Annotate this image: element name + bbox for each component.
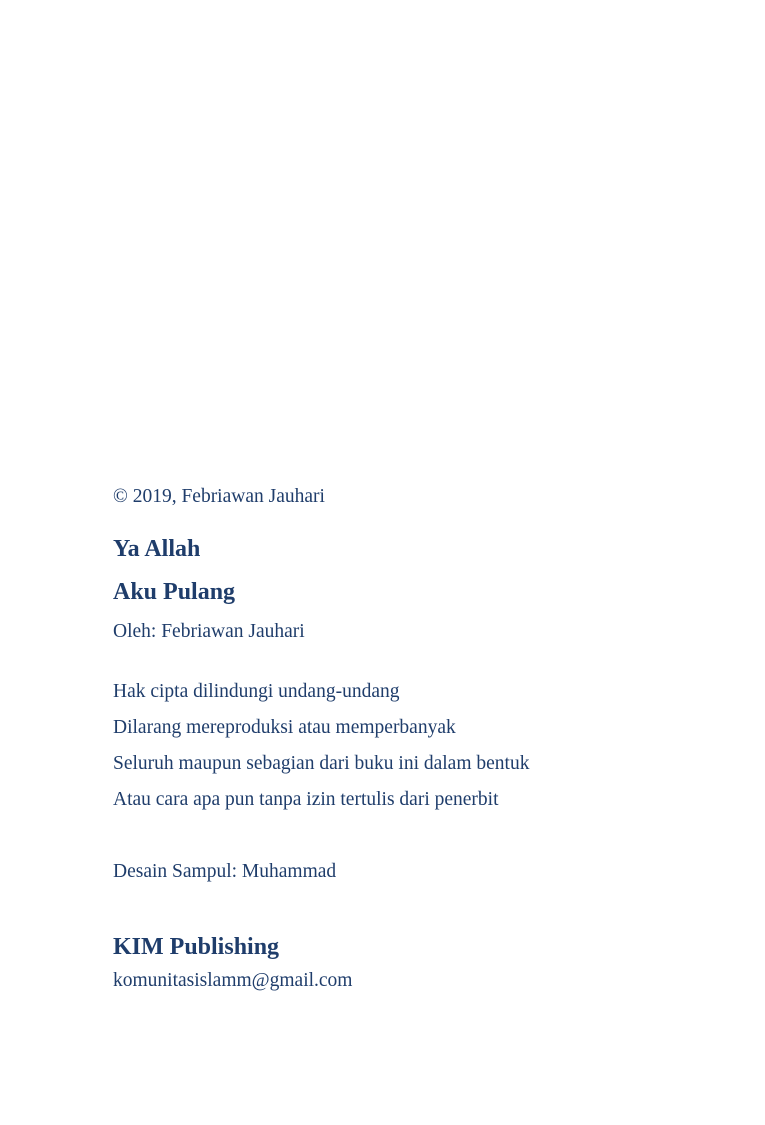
book-title-line-2: Aku Pulang <box>113 579 236 605</box>
rights-line: Atau cara apa pun tanpa izin tertulis dari penerbit <box>113 789 499 810</box>
rights-line: Hak cipta dilindungi undang-undang <box>113 681 400 702</box>
author-line: Oleh: Febriawan Jauhari <box>113 621 305 642</box>
rights-line: Seluruh maupun sebagian dari buku ini dalam bentuk <box>113 753 530 774</box>
publisher-email: komunitasislamm@gmail.com <box>113 970 353 991</box>
publisher-name: KIM Publishing <box>113 934 280 960</box>
book-title-line-1: Ya Allah <box>113 536 201 562</box>
cover-design-credit: Desain Sampul: Muhammad <box>113 861 337 882</box>
copyright-line: © 2019, Febriawan Jauhari <box>113 486 325 507</box>
rights-line: Dilarang mereproduksi atau memperbanyak <box>113 717 456 738</box>
